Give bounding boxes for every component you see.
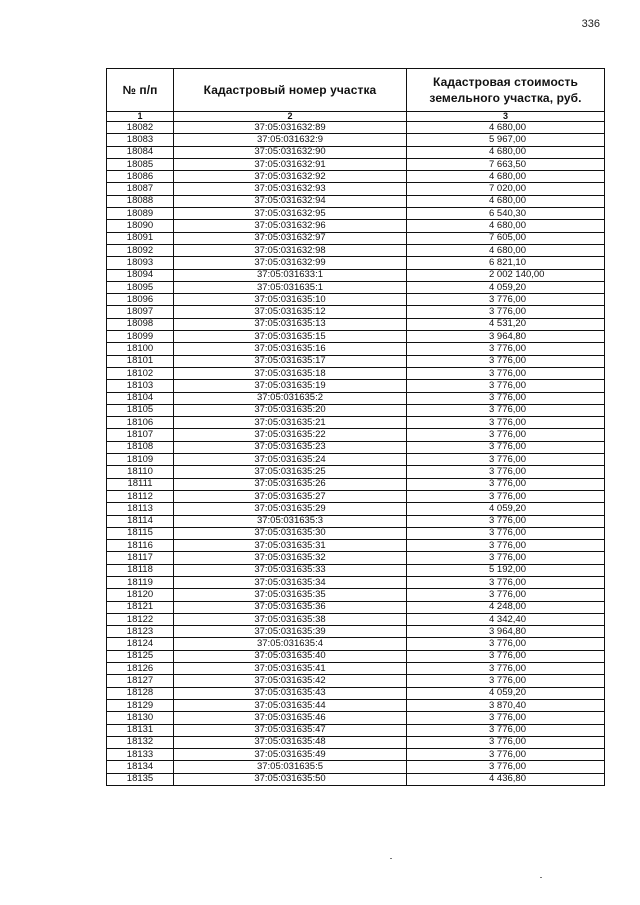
cadastral-value-cell: 3 776,00 [407,576,605,588]
header-row [107,69,605,112]
row-index-cell: 18119 [107,576,174,588]
table-row [107,564,605,576]
cadastral-number-cell: 37:05:031632:9 [174,134,407,146]
row-index-cell: 18109 [107,454,174,466]
cadastral-value-cell: 3 776,00 [407,638,605,650]
table-row [107,134,605,146]
row-index-cell: 18097 [107,306,174,318]
cadastral-value-cell: 4 680,00 [407,122,605,134]
table-row [107,171,605,183]
cadastral-value-cell: 3 776,00 [407,466,605,478]
table-row [107,736,605,748]
cadastral-number-cell: 37:05:031635:27 [174,490,407,502]
table-row [107,220,605,232]
cadastral-number-cell: 37:05:031632:97 [174,232,407,244]
cadastral-value-cell: 7 605,00 [407,232,605,244]
row-index-cell: 18102 [107,367,174,379]
table-row [107,183,605,195]
table-row [107,589,605,601]
cadastral-value-cell: 3 776,00 [407,392,605,404]
cadastral-number-cell: 37:05:031635:29 [174,503,407,515]
row-index-cell: 18128 [107,687,174,699]
row-index-cell: 18123 [107,626,174,638]
cadastral-value-cell: 3 964,80 [407,626,605,638]
row-index-cell: 18133 [107,749,174,761]
cadastral-value-cell: 3 776,00 [407,724,605,736]
cadastral-value-cell: 6 540,30 [407,208,605,220]
cadastral-value-cell: 3 776,00 [407,380,605,392]
row-index-cell: 18112 [107,490,174,502]
cadastral-value-cell: 5 192,00 [407,564,605,576]
column-number-row [107,112,605,122]
cadastral-number-cell: 37:05:031633:1 [174,269,407,281]
column-number-1: 1 [107,112,174,122]
table-row [107,638,605,650]
cadastral-number-cell: 37:05:031635:34 [174,576,407,588]
table-row [107,552,605,564]
cadastral-value-cell: 3 776,00 [407,540,605,552]
row-index-cell: 18092 [107,244,174,256]
column-number-2: 2 [174,112,407,122]
row-index-cell: 18085 [107,158,174,170]
row-index-cell: 18101 [107,355,174,367]
cadastral-value-cell: 3 776,00 [407,712,605,724]
cadastral-value-cell: 4 059,20 [407,281,605,293]
table-row [107,146,605,158]
row-index-cell: 18121 [107,601,174,613]
cadastral-number-cell: 37:05:031635:31 [174,540,407,552]
cadastral-value-cell: 4 531,20 [407,318,605,330]
table-row [107,343,605,355]
table-row [107,663,605,675]
cadastral-value-cell: 3 776,00 [407,589,605,601]
table-row [107,441,605,453]
table-body [107,122,605,786]
table-row [107,122,605,134]
table-row [107,257,605,269]
table-row [107,712,605,724]
cadastral-value-cell: 3 776,00 [407,675,605,687]
table-row [107,576,605,588]
row-index-cell: 18107 [107,429,174,441]
row-index-cell: 18091 [107,232,174,244]
scan-speck [540,877,542,878]
cadastral-number-cell: 37:05:031632:95 [174,208,407,220]
row-index-cell: 18095 [107,281,174,293]
table-row [107,773,605,785]
table-row [107,158,605,170]
row-index-cell: 18117 [107,552,174,564]
row-index-cell: 18104 [107,392,174,404]
row-index-cell: 18118 [107,564,174,576]
row-index-cell: 18122 [107,613,174,625]
cadastral-number-cell: 37:05:031632:99 [174,257,407,269]
table-row [107,515,605,527]
cadastral-number-cell: 37:05:031635:32 [174,552,407,564]
cadastral-value-cell: 4 436,80 [407,773,605,785]
table-row [107,417,605,429]
row-index-cell: 18125 [107,650,174,662]
table-row [107,404,605,416]
cadastral-number-cell: 37:05:031635:25 [174,466,407,478]
row-index-cell: 18130 [107,712,174,724]
table-row [107,208,605,220]
row-index-cell: 18088 [107,195,174,207]
cadastral-value-cell: 3 776,00 [407,749,605,761]
table-row [107,195,605,207]
cadastral-value-cell: 3 776,00 [407,343,605,355]
cadastral-value-cell: 4 059,20 [407,503,605,515]
table-row [107,429,605,441]
table-row [107,269,605,281]
cadastral-value-cell: 4 680,00 [407,220,605,232]
row-index-cell: 18126 [107,663,174,675]
page-number: 336 [581,18,600,30]
cadastral-number-cell: 37:05:031635:46 [174,712,407,724]
cadastral-number-cell: 37:05:031635:42 [174,675,407,687]
table-row [107,626,605,638]
table-row [107,675,605,687]
cadastral-value-cell: 3 776,00 [407,429,605,441]
table-row [107,490,605,502]
cadastral-value-cell: 3 776,00 [407,650,605,662]
cadastral-number-cell: 37:05:031635:20 [174,404,407,416]
row-index-cell: 18134 [107,761,174,773]
cadastral-number-cell: 37:05:031635:30 [174,527,407,539]
cadastral-number-cell: 37:05:031635:26 [174,478,407,490]
row-index-cell: 18087 [107,183,174,195]
table-row [107,540,605,552]
cadastral-value-cell: 3 776,00 [407,527,605,539]
cadastral-value-cell: 3 776,00 [407,367,605,379]
cadastral-number-cell: 37:05:031635:19 [174,380,407,392]
cadastral-number-cell: 37:05:031635:35 [174,589,407,601]
table-row [107,367,605,379]
table-row [107,392,605,404]
cadastral-number-cell: 37:05:031635:17 [174,355,407,367]
cadastral-value-cell: 5 967,00 [407,134,605,146]
table-row [107,613,605,625]
cadastral-value-cell: 4 342,40 [407,613,605,625]
cadastral-number-cell: 37:05:031635:49 [174,749,407,761]
table-row [107,380,605,392]
table-row [107,331,605,343]
cadastral-value-cell: 7 020,00 [407,183,605,195]
cadastral-number-cell: 37:05:031632:93 [174,183,407,195]
cadastral-number-cell: 37:05:031635:15 [174,331,407,343]
row-index-cell: 18113 [107,503,174,515]
cadastral-number-cell: 37:05:031635:47 [174,724,407,736]
table-row [107,687,605,699]
cadastral-number-cell: 37:05:031635:24 [174,454,407,466]
cadastral-value-cell: 4 680,00 [407,146,605,158]
cadastral-value-cell: 3 964,80 [407,331,605,343]
row-index-cell: 18114 [107,515,174,527]
cadastral-value-cell: 3 776,00 [407,404,605,416]
cadastral-value-cell: 4 680,00 [407,195,605,207]
table-row [107,503,605,515]
cadastral-value-cell: 4 680,00 [407,244,605,256]
row-index-cell: 18111 [107,478,174,490]
row-index-cell: 18084 [107,146,174,158]
cadastral-number-cell: 37:05:031635:50 [174,773,407,785]
row-index-cell: 18115 [107,527,174,539]
row-index-cell: 18093 [107,257,174,269]
cadastral-number-cell: 37:05:031632:91 [174,158,407,170]
cadastral-value-cell: 3 776,00 [407,478,605,490]
row-index-cell: 18094 [107,269,174,281]
table-header [107,69,605,122]
cadastral-value-cell: 3 776,00 [407,490,605,502]
row-index-cell: 18098 [107,318,174,330]
cadastral-value-cell: 4 680,00 [407,171,605,183]
row-index-cell: 18099 [107,331,174,343]
row-index-cell: 18132 [107,736,174,748]
row-index-cell: 18083 [107,134,174,146]
cadastral-number-cell: 37:05:031635:33 [174,564,407,576]
row-index-cell: 18110 [107,466,174,478]
column-number-3: 3 [407,112,605,122]
row-index-cell: 18082 [107,122,174,134]
cadastral-number-cell: 37:05:031635:40 [174,650,407,662]
header-cadastral-value: Кадастровая стоимость земельного участка, руб. [407,69,605,112]
table-row [107,355,605,367]
row-index-cell: 18120 [107,589,174,601]
cadastral-number-cell: 37:05:031632:98 [174,244,407,256]
table-row [107,650,605,662]
cadastral-number-cell: 37:05:031635:39 [174,626,407,638]
row-index-cell: 18116 [107,540,174,552]
cadastral-number-cell: 37:05:031635:12 [174,306,407,318]
table-row [107,244,605,256]
row-index-cell: 18129 [107,699,174,711]
row-index-cell: 18086 [107,171,174,183]
cadastral-value-cell: 6 821,10 [407,257,605,269]
cadastral-value-cell: 3 776,00 [407,736,605,748]
cadastre-table [106,68,605,786]
cadastral-number-cell: 37:05:031632:96 [174,220,407,232]
cadastral-value-cell: 3 776,00 [407,441,605,453]
cadastral-number-cell: 37:05:031635:2 [174,392,407,404]
row-index-cell: 18090 [107,220,174,232]
cadastral-value-cell: 3 870,40 [407,699,605,711]
cadastral-number-cell: 37:05:031635:44 [174,699,407,711]
cadastral-value-cell: 3 776,00 [407,306,605,318]
cadastral-value-cell: 3 776,00 [407,761,605,773]
cadastral-number-cell: 37:05:031635:5 [174,761,407,773]
table-row [107,294,605,306]
table-row [107,749,605,761]
header-cadastral-number: Кадастровый номер участка [174,69,407,112]
cadastral-value-cell: 2 002 140,00 [407,269,605,281]
row-index-cell: 18105 [107,404,174,416]
table-row [107,724,605,736]
cadastral-number-cell: 37:05:031635:36 [174,601,407,613]
cadastral-value-cell: 3 776,00 [407,417,605,429]
cadastral-number-cell: 37:05:031635:18 [174,367,407,379]
table-row [107,306,605,318]
cadastral-number-cell: 37:05:031635:3 [174,515,407,527]
cadastral-number-cell: 37:05:031635:23 [174,441,407,453]
row-index-cell: 18135 [107,773,174,785]
row-index-cell: 18124 [107,638,174,650]
cadastral-number-cell: 37:05:031635:48 [174,736,407,748]
cadastral-number-cell: 37:05:031632:94 [174,195,407,207]
cadastral-value-cell: 3 776,00 [407,355,605,367]
cadastral-number-cell: 37:05:031635:13 [174,318,407,330]
cadastral-number-cell: 37:05:031632:89 [174,122,407,134]
header-row-number: № п/п [107,69,174,112]
cadastral-number-cell: 37:05:031635:38 [174,613,407,625]
table-row [107,601,605,613]
cadastral-number-cell: 37:05:031632:92 [174,171,407,183]
table-row [107,318,605,330]
table-row [107,466,605,478]
table-row [107,478,605,490]
table-row [107,761,605,773]
cadastral-number-cell: 37:05:031635:10 [174,294,407,306]
row-index-cell: 18089 [107,208,174,220]
cadastral-value-cell: 3 776,00 [407,663,605,675]
row-index-cell: 18100 [107,343,174,355]
table-row [107,454,605,466]
cadastral-value-cell: 7 663,50 [407,158,605,170]
cadastral-number-cell: 37:05:031635:22 [174,429,407,441]
table-row [107,232,605,244]
cadastral-value-cell: 4 248,00 [407,601,605,613]
cadastral-number-cell: 37:05:031635:21 [174,417,407,429]
cadastral-value-cell: 3 776,00 [407,294,605,306]
table-row [107,527,605,539]
cadastral-number-cell: 37:05:031635:41 [174,663,407,675]
row-index-cell: 18108 [107,441,174,453]
cadastral-value-cell: 3 776,00 [407,454,605,466]
table-row [107,699,605,711]
cadastral-number-cell: 37:05:031635:4 [174,638,407,650]
row-index-cell: 18103 [107,380,174,392]
cadastral-number-cell: 37:05:031632:90 [174,146,407,158]
row-index-cell: 18106 [107,417,174,429]
cadastral-value-cell: 4 059,20 [407,687,605,699]
table-row [107,281,605,293]
scan-speck [390,858,392,859]
row-index-cell: 18127 [107,675,174,687]
cadastral-number-cell: 37:05:031635:1 [174,281,407,293]
cadastral-value-cell: 3 776,00 [407,552,605,564]
cadastral-value-cell: 3 776,00 [407,515,605,527]
row-index-cell: 18096 [107,294,174,306]
row-index-cell: 18131 [107,724,174,736]
cadastral-number-cell: 37:05:031635:16 [174,343,407,355]
cadastral-number-cell: 37:05:031635:43 [174,687,407,699]
